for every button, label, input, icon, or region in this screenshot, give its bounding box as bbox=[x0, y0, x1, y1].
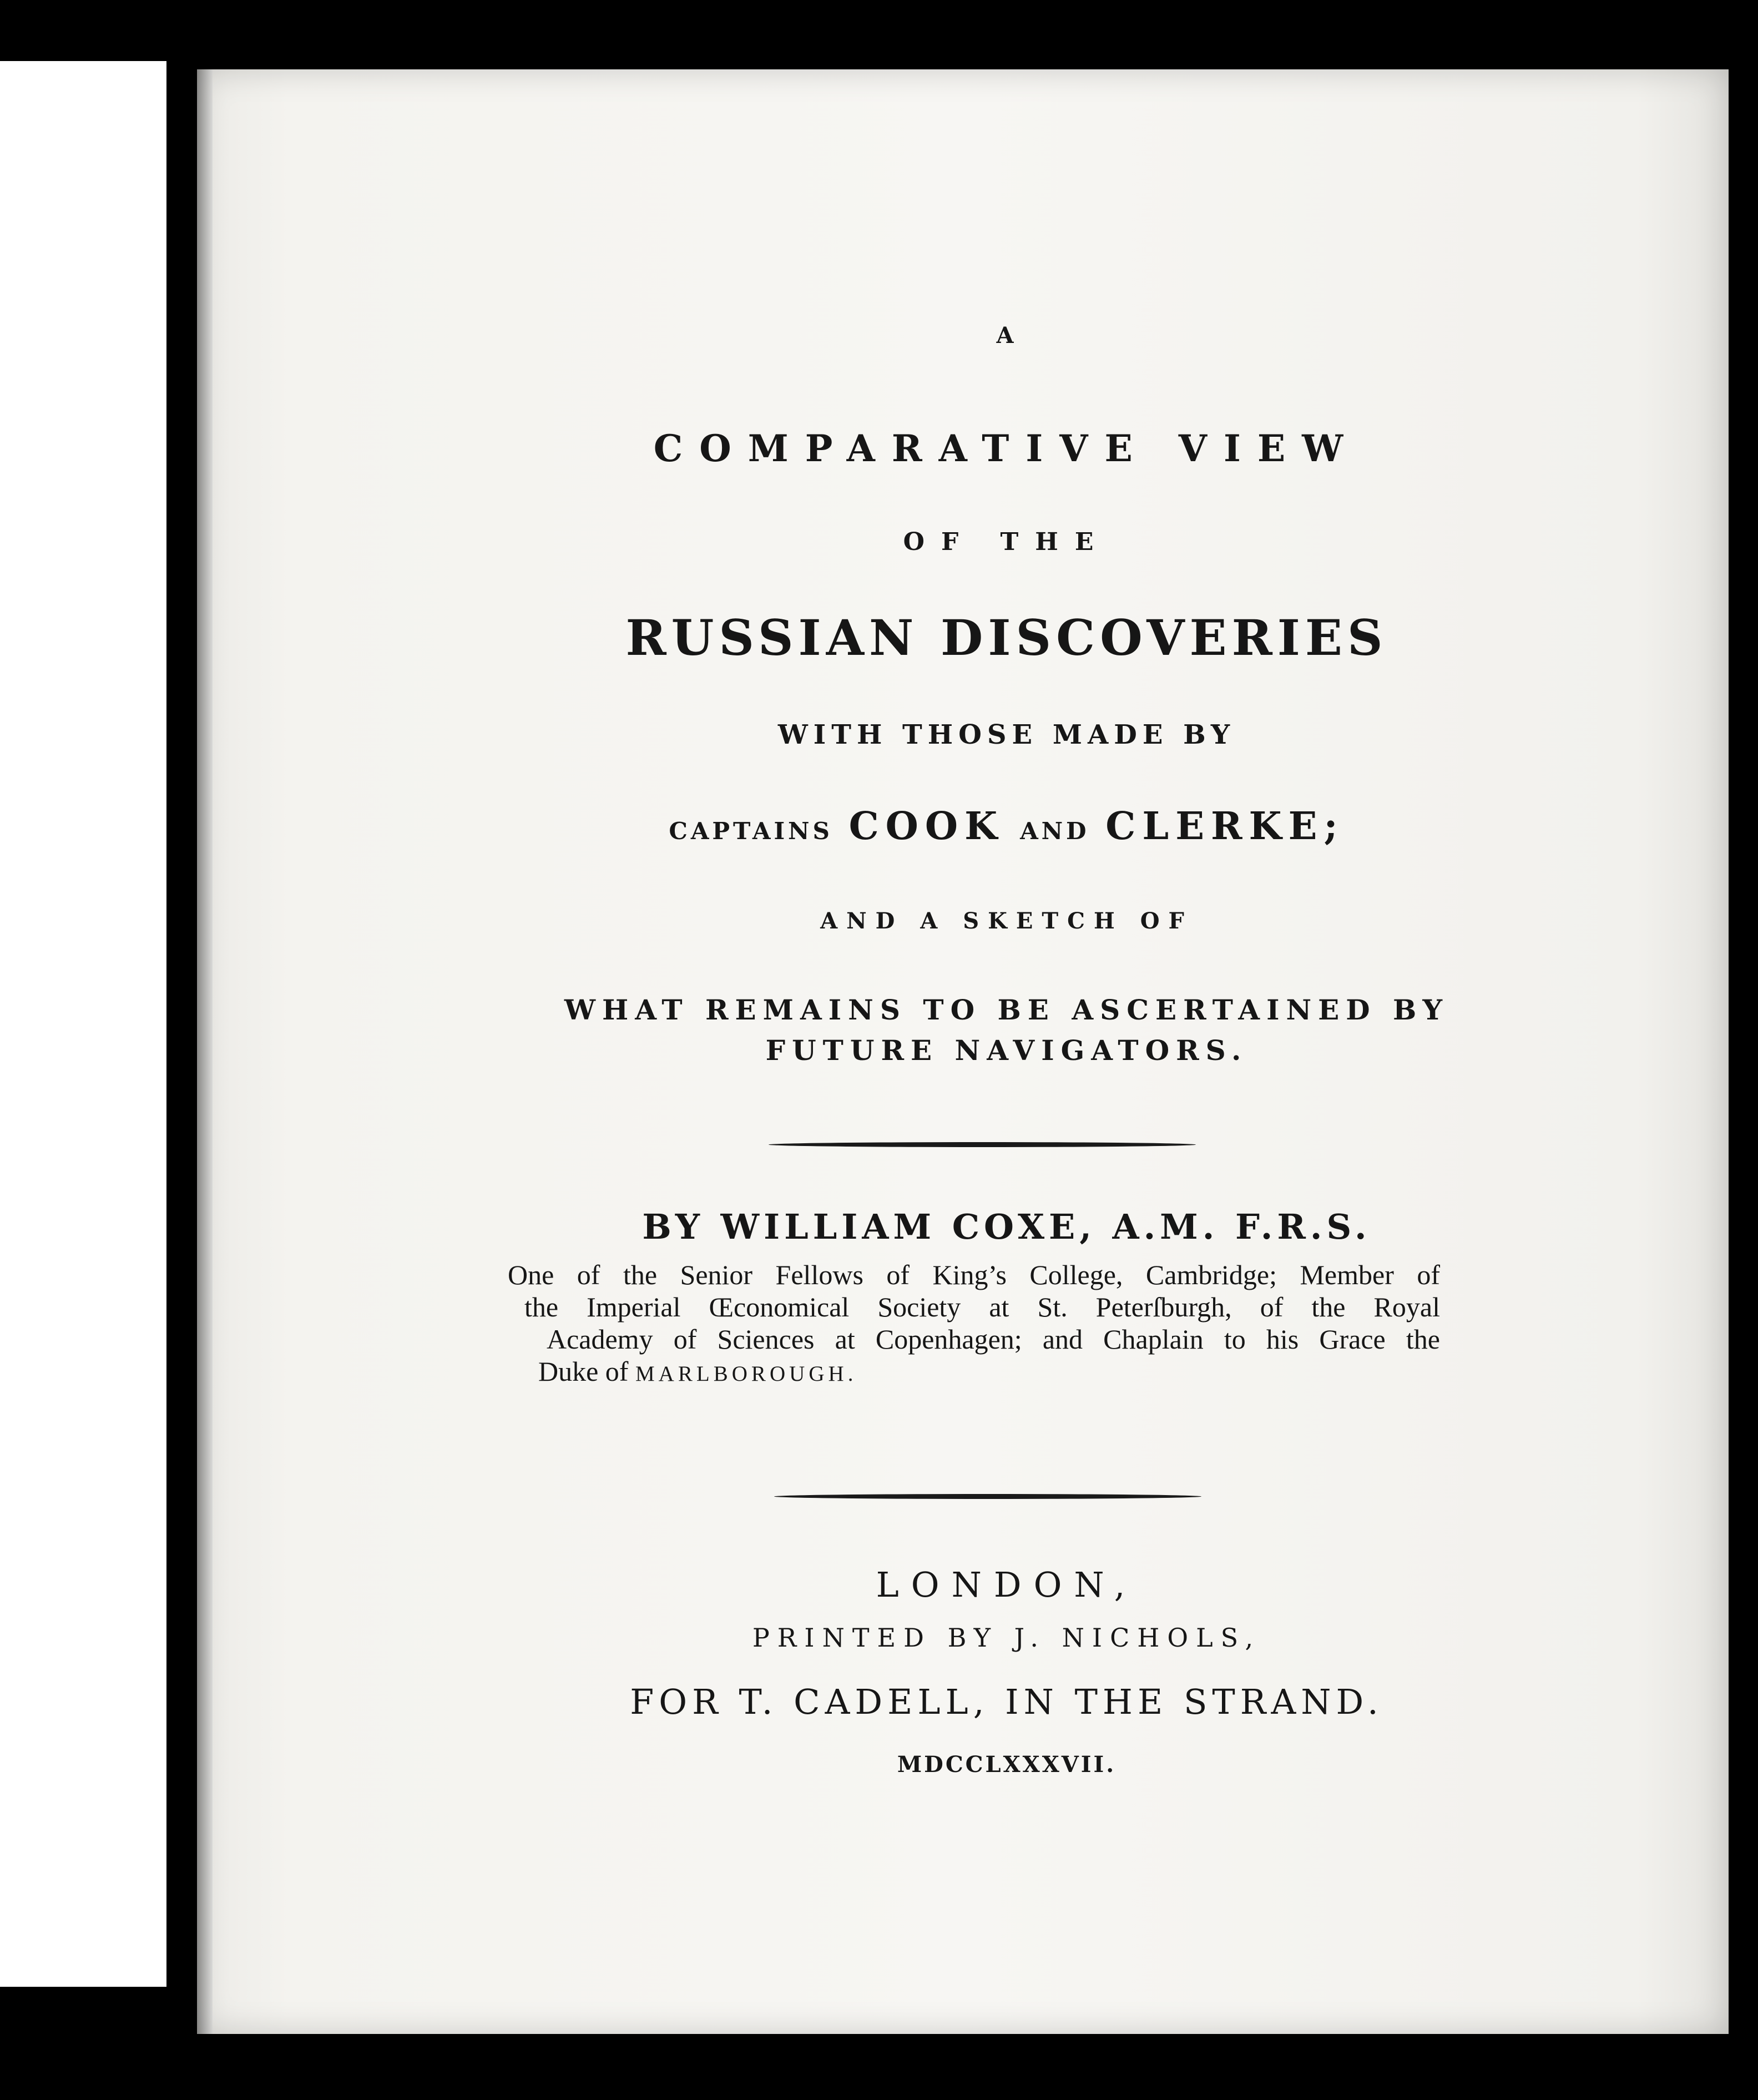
title-article: A bbox=[996, 322, 1017, 349]
ornamental-rule bbox=[774, 1494, 1201, 1499]
imprint-publisher: FOR T. CADELL, IN THE STRAND. bbox=[630, 1682, 1383, 1722]
title-future-navigators: FUTURE NAVIGATORS. bbox=[765, 1034, 1248, 1067]
title-what-remains: WHAT REMAINS TO BE ASCERTAINED BY bbox=[564, 993, 1449, 1026]
title-captains-line bbox=[128, 804, 1758, 849]
author-byline: BY WILLIAM COXE, A.M. F.R.S. bbox=[642, 1207, 1371, 1247]
affiliation-line: the Imperial Œconomical Society at St. Peterſburgh, of the Royal bbox=[524, 1291, 1440, 1322]
title-russian-discoveries: RUSSIAN DISCOVERIES bbox=[625, 609, 1388, 667]
title-of-the: OF THE bbox=[903, 528, 1110, 556]
imprint-city: LONDON, bbox=[876, 1564, 1138, 1605]
patron-name: MARLBOROUGH. bbox=[635, 1362, 857, 1386]
title-comparative-view: COMPARATIVE VIEW bbox=[653, 427, 1360, 470]
ornamental-rule bbox=[769, 1142, 1196, 1147]
clerke-name: CLERKE; bbox=[1105, 804, 1345, 849]
imprint-printer: PRINTED BY J. NICHOLS, bbox=[752, 1623, 1261, 1653]
and-word: AND bbox=[1020, 817, 1090, 845]
title-with-those-made-by: WITH THOSE MADE BY bbox=[777, 719, 1236, 750]
affiliation-line: Academy of Sciences at Copenhagen; and Chaplain to his Grace the bbox=[547, 1324, 1440, 1355]
imprint-date: MDCCLXXXVII. bbox=[897, 1751, 1117, 1778]
captains-word: CAPTAINS bbox=[669, 817, 833, 845]
author-affiliation bbox=[508, 1259, 1440, 1387]
affiliation-line: One of the Senior Fellows of King’s College, Cambridge; Member of bbox=[508, 1259, 1440, 1290]
cook-name: COOK bbox=[848, 804, 1004, 849]
title-and-a-sketch-of: AND A SKETCH OF bbox=[820, 908, 1193, 934]
affiliation-line-last bbox=[538, 1355, 1440, 1387]
affiliation-prefix: Duke of bbox=[538, 1356, 629, 1387]
